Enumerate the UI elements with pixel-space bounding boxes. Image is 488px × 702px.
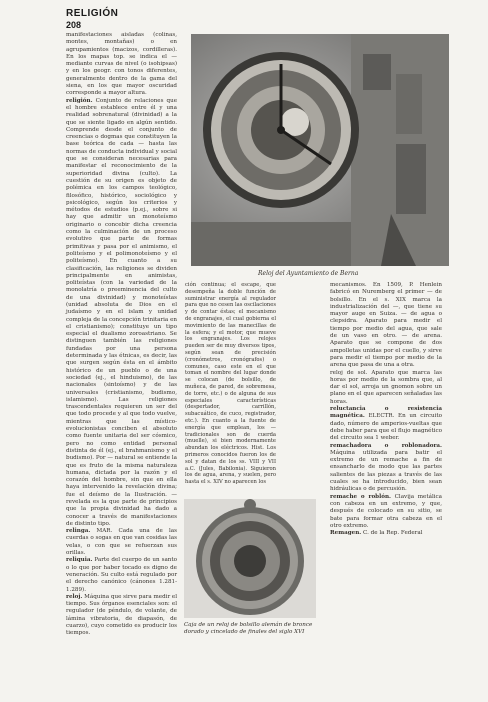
entry-reliquia: reliquia. Parte del cuerpo de un santo o lo que por haber tocado es digno de veneración. Su culto está regulado por el derecho canónico (cánones 1.281-1.289). — [66, 557, 177, 593]
clock-illustration — [191, 34, 449, 266]
entry-remagen: Remagen. C. de la Rep. Federal — [330, 530, 423, 537]
entry-reloj: reloj. Máquina que sirve para medir el tiempo. Sus órganos esenciales son: el regulador (de péndulo, de volante, de lámina vibratoria, de diapasón, de cuarzo), cuyo cometido es producir los tiempos. — [66, 593, 178, 637]
watch-caption: Caja de un reloj de bolsillo alemán de bronce dorado y cincelado de finales del siglo XVI — [184, 622, 313, 636]
entry-headword: remachadora o roblonadora. — [330, 442, 442, 449]
entry-remachadora: remachadora o roblonadora. Máquina utilizada para batir el extremo de un remache a fin de ensancharlo de modo que las partes salientes de las piezas a través de las cuales se ha introducido, bien sean hidráulicas o de percusión. — [330, 442, 442, 493]
entry-paragraph: mecanismos. En 1509, P. Henlein fabricó en Nuremberg el primer — de bolsillo. En el s. XIX marca la industrialización del —, que tiene su mayor auge en Suiza. — de agua o clepsidra. Aparato para medir el tiempo por medio del agua, que sale de un vaso en otro. — de arena. Aparato que se compone de dos ampolletas unidas por el cuello, y sirve para medir el tiempo por medio de la arena que pasa de una a otra. — [330, 282, 442, 369]
entry-paragraph: manifestaciones aisladas (colinas, montes, montañas) o en agrupamientos (macizos, cordilleras). En los mapas top. se indica el — mediante curvas de nivel (o isohipsas) y en los geogr. con tonos diferentes, generalmente dentro de la gama del siena, en los que mayor oscuridad corresponde a mayor altura. — [66, 32, 177, 97]
section-title: RELIGIÓN — [66, 8, 119, 19]
entry-headword: Remagen. — [330, 530, 362, 537]
entry-paragraph: ción continua; el escape, que desempeña la doble función de suministrar energía al regulador para que no cesen las oscilaciones y de contar éstas; el mecanismo de engranajes, el cual gobierna el movimiento de las manecillas de la esfera; y el motor, que mueve los engranajes. Los relojes pueden ser de muy diversos tipos, según sean de precisión (cronómetros, cronógrafos) o comunes, caso este en el que toman el nombre del lugar donde se colocan (de bolsillo, de muñeca, de pared, de sobremesa, de torre, etc.) o de alguna de sus especiales características (despertador, carrillón, subacuático, de cuco, registrador, etc.). En cuanto a la fuente de energía que emplean, los — tradicionales son de cuerda (muelle), si bien modernamente abundan los eléctricos. Hist. Los primeros conocidos fueron los de sol y datan de los ss. VIII y VII a.C. (Jules, Babilonia). Siguieron los de agua, arena, y suelen, pero hasta el s. XIV no aparecen los — [185, 282, 276, 486]
middle-text-column — [185, 282, 276, 486]
right-text-column — [330, 282, 442, 537]
entry-relinga: relinga. MAR. Cada una de las cuerdas o sogas en que van cosidas las velas, o con que se refuerzan sus orillas. — [66, 528, 178, 557]
entry-headword: reliquia. — [66, 557, 93, 564]
clock-photo — [191, 34, 449, 266]
entry-headword: remache o roblón. — [330, 493, 391, 500]
entry-paragraph: reloj de sol. Aparato que marca las horas por medio de la sombra que, al dar el sol, arroja un gnomon sobre un plano en el que aparecen señaladas las horas. — [330, 369, 442, 405]
watch-photo — [184, 499, 316, 618]
page-number: 208 — [66, 20, 82, 30]
entry-religion: religión. Conjunto de relaciones que el hombre establece entre él y una realidad sobrenatural (divinidad) a la que se siente ligado en algún sentido. Comprende desde el conjunto de creencias o dogmas que constituyen la base teórica de cada — hasta las normas de conducta individual y social que se consideran necesarias para manifestar el reconocimiento de la superioridad divina (culto). La cuestión de su origen es objeto de polémica en los campos teológico, filosófico, histórico, sociológico y psicológico, según los criterios y métodos de estudios (p.ej., sobre si hay que admitir un monoteísmo originario o concebir dicha creencia como la culminación de un proceso evolutivo que parte de formas primitivas y pasa por el animismo, el politeísmo y el polimonoteísmo y el politeísmo). En cuanto a su clasificación, las religiones se dividen principalmente en animistas, politeístas (con la variedad de la monolatría o preeminencia del culto de una divinidad) y monoteístas (unidad absoluta de Dios en el judaísmo y en el islam y unidad compleja de la concepción trinitaria en el cristianismo); constituye un tipo especial el dualismo zoroastriano. Se distinguen también las religiones fundadas por una persona determinada y las étnicas, es decir, las que surgen según ésta en el ámbito histórico de un pueblo o de una sociedad (ej., el hinduismo), de las nacionales (sintoísmo) y de las universales (cristianismo, budismo, islamismo). Las religiones trascendentales requieren un ser del que todo procede y al que todo vuelve, mientras que las místico-evolucionistas conciben el absoluto como fuente unitaria del ser cósmico, pero no como entidad personal distinta de él (ej., el brahmanismo y el budismo). Por — natural se entiende la que es fruto de la misma naturaleza humana, dictada por la razón y el corazón del hombre, sin que en ella haya intervenido la revelación divina; fue el deísmo de la Ilustración. — revelada es la que parte de principios que la propia divinidad ha dado a conocer a través de manifestaciones de distinto tipo. — [66, 97, 177, 527]
entry-headword: relinga. — [66, 528, 91, 535]
left-text-column — [66, 32, 177, 638]
entry-headword: reluctancia o resistencia magnética. — [330, 406, 442, 420]
entry-headword: religión. — [66, 97, 93, 104]
entry-reluctancia: reluctancia o resistencia magnética. ELECTR. En un circuito dado, número de amperios-vueltas que debe haber para que el flujo magnético del circuito sea 1 weber. — [330, 406, 443, 442]
watch-illustration — [184, 499, 316, 618]
entry-remache: remache o roblón. Clavija metálica con cabeza en un extremo, y que, después de colocado en su sitio, se bate para formar otra cabeza en el otro extremo. — [330, 493, 442, 529]
entry-headword: reloj. — [66, 593, 83, 600]
clock-caption: Reloj del Ayuntamiento de Berna — [258, 270, 359, 277]
